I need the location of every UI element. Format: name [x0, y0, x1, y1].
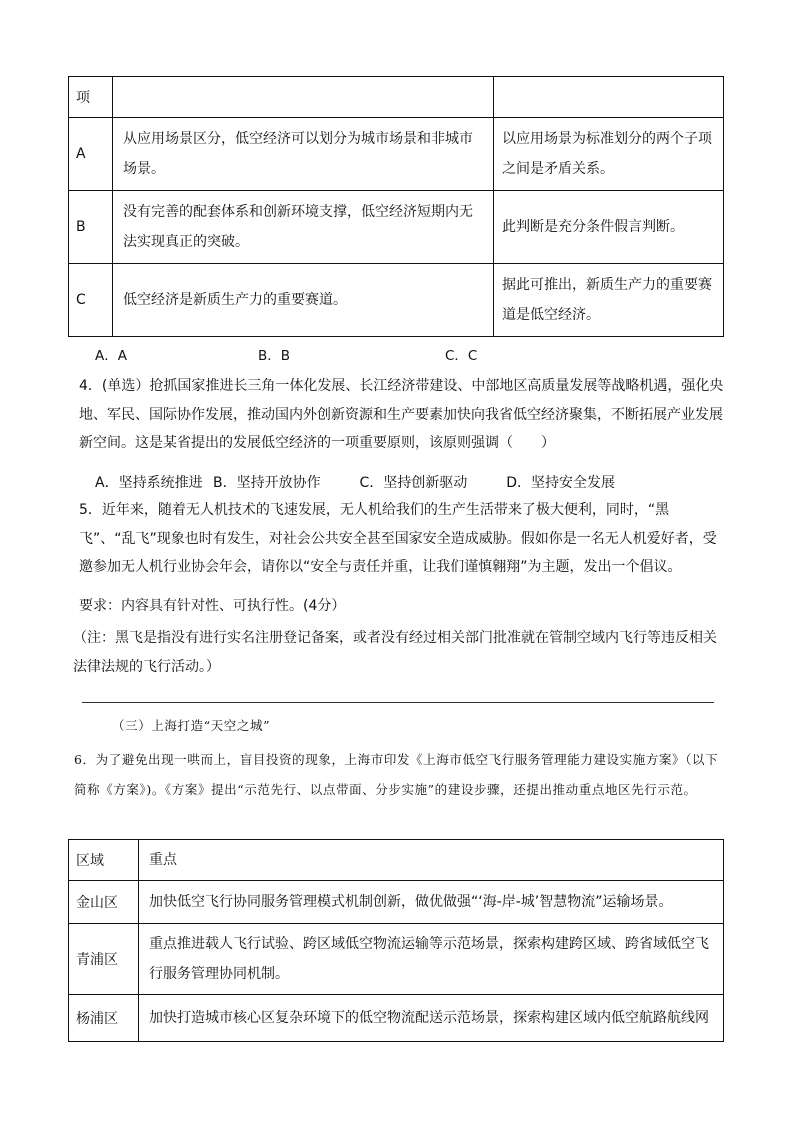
region-cell: 杨浦区 — [69, 995, 139, 1042]
table-row — [69, 924, 724, 995]
row-label: B — [69, 191, 113, 264]
focus-cell: 加快打造城市核心区复杂环境下的低空物流配送示范场景，探索构建区域内低空航路航线网 — [139, 995, 724, 1042]
table-header-cell: 项 — [69, 77, 113, 118]
row-label: A — [69, 118, 113, 191]
table-row — [69, 191, 724, 264]
focus-cell: 加快低空飞行协同服务管理模式机制创新，做优做强“‘海-岸-城’智慧物流”运输场景。 — [139, 881, 724, 924]
question-5-stem: 5．近年来，随着无人机技术的飞速发展，无人机给我们的生产生活带来了极大便利，同时，“黑飞”、“乱飞”现象也时有发生，对社会公共安全甚至国家安全造成威胁。假如你是一名无人机爱好者，受邀参加无人机行业协会年会，请你以“安全与责任并重，让我们谨慎翱翔”为主题，发出一个倡议。 — [79, 502, 717, 575]
table-header-cell — [494, 77, 724, 118]
row-label: C — [69, 264, 113, 337]
row-analysis: 据此可推出，新质生产力的重要赛道是低空经济。 — [494, 264, 724, 337]
option-b[interactable]: B．B — [258, 348, 291, 364]
option-d[interactable]: D．坚持安全发展 — [506, 475, 616, 491]
judgment-table — [68, 76, 724, 337]
table-row — [69, 881, 724, 924]
row-analysis: 此判断是充分条件假言判断。 — [494, 191, 724, 264]
region-cell: 金山区 — [69, 881, 139, 924]
question-5-note: （注：黑飞是指没有进行实名注册登记备案，或者没有经过相关部门批准就在管制空域内飞行等违反相关法律法规的飞行活动。） — [73, 630, 717, 675]
divider — [82, 702, 714, 703]
table-header-cell: 重点 — [139, 840, 724, 881]
question-5-requirement: 要求：内容具有针对性、可执行性。(4分） — [79, 598, 346, 614]
option-b[interactable]: B．坚持开放协作 — [213, 475, 321, 491]
focus-cell: 重点推进载人飞行试验、跨区域低空物流运输等示范场景，探索构建跨区域、跨省域低空飞行服务管理协同机制。 — [139, 924, 724, 995]
table-row — [69, 995, 724, 1042]
table-header-cell: 区域 — [69, 840, 139, 881]
row-statement: 从应用场景区分，低空经济可以划分为城市场景和非城市场景。 — [113, 118, 494, 191]
question-4-stem: 4．(单选）抢抓国家推进长三角一体化发展、长江经济带建设、中部地区高质量发展等战略机遇，强化央地、军民、国际协作发展，推动国内外创新资源和生产要素加快向我省低空经济聚集，不断拓展产业发展新空间。这是某省提出的发展低空经济的一项重要原则，该原则强调（ ） — [79, 378, 724, 451]
table-header-row — [69, 77, 724, 118]
district-table — [68, 839, 724, 1042]
table-row — [69, 264, 724, 337]
table-header-row — [69, 840, 724, 881]
option-a[interactable]: A．坚持系统推进 — [95, 475, 203, 491]
table-header-cell — [113, 77, 494, 118]
option-c[interactable]: C．C — [445, 348, 478, 364]
option-c[interactable]: C．坚持创新驱动 — [359, 475, 468, 491]
row-analysis: 以应用场景为标准划分的两个子项之间是矛盾关系。 — [494, 118, 724, 191]
row-statement: 低空经济是新质生产力的重要赛道。 — [113, 264, 494, 337]
region-cell: 青浦区 — [69, 924, 139, 995]
row-statement: 没有完善的配套体系和创新环境支撑，低空经济短期内无法实现真正的突破。 — [113, 191, 494, 264]
option-a[interactable]: A．A — [95, 348, 127, 364]
question-4-options — [95, 472, 615, 492]
table-row — [69, 118, 724, 191]
section-title: （三）上海打造“天空之城” — [112, 718, 271, 733]
question-6-stem: 6．为了避免出现一哄而上，盲目投资的现象，上海市印发《上海市低空飞行服务管理能力建设实施方案》（以下简称《方案》)。《方案》提出“示范先行、以点带面、分步实施”的建设步骤，还提出推动重点地区先行示范。 — [74, 752, 719, 797]
